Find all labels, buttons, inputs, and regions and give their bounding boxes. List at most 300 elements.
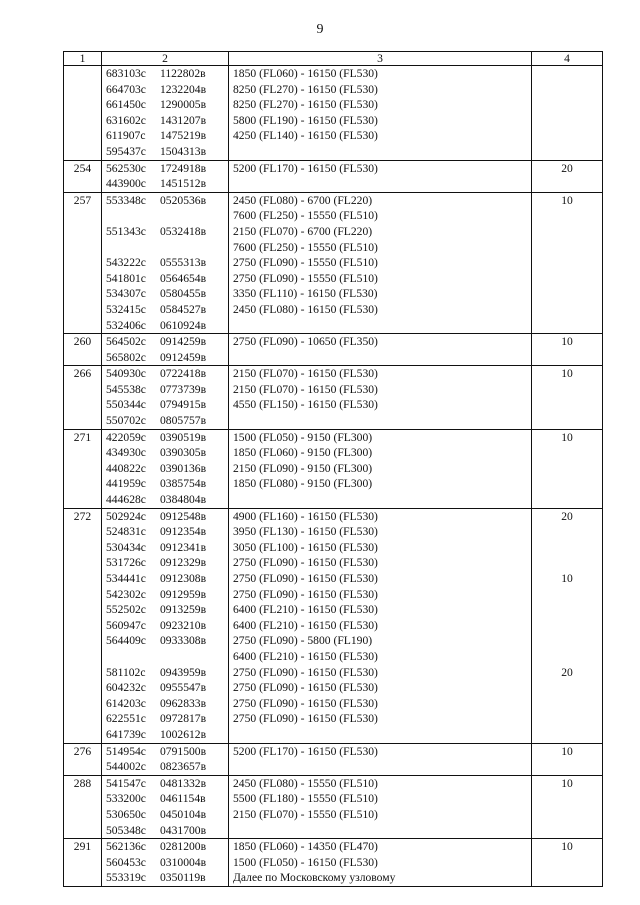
- longitude: 1232204в: [160, 82, 207, 96]
- flight-level-range: 2150 (FL070) - 15550 (FL510): [233, 807, 378, 821]
- route-number-cell: [64, 429, 102, 508]
- latitude: 434930с: [106, 446, 146, 460]
- waypoint-coordinates: [102, 161, 228, 177]
- column-4-value: [532, 711, 602, 727]
- column-4-value: [532, 208, 602, 224]
- flight-level-range: 2750 (FL090) - 16150 (FL530): [233, 712, 378, 726]
- flight-level-range: 5200 (FL170) - 16150 (FL530): [233, 744, 378, 758]
- flight-level-range: 5500 (FL180) - 15550 (FL510): [233, 792, 378, 806]
- value-cell: [532, 743, 603, 775]
- route-number-cell: [64, 334, 102, 366]
- column-4-value: [532, 413, 602, 429]
- waypoint-coordinates: [102, 680, 228, 696]
- value-cell: [532, 366, 603, 429]
- levels-cell: [229, 429, 532, 508]
- flight-level-range: 2750 (FL090) - 10650 (FL350): [233, 335, 378, 349]
- waypoint-coordinates: [102, 144, 228, 160]
- waypoint-coordinates: [102, 571, 228, 587]
- flight-level-range: 6400 (FL210) - 16150 (FL530): [233, 603, 378, 617]
- flight-level-range: 6400 (FL210) - 16150 (FL530): [233, 618, 378, 632]
- route-number-cell: [64, 366, 102, 429]
- longitude: 0281200в: [160, 840, 207, 854]
- waypoint-coordinates: [102, 602, 228, 618]
- flight-level-range: 2150 (FL090) - 9150 (FL300): [233, 461, 373, 475]
- waypoint-coordinates: [102, 224, 228, 240]
- longitude: 1122802в: [160, 67, 206, 80]
- waypoints-cell: [102, 775, 229, 838]
- latitude: 564409с: [106, 634, 146, 648]
- table-row: [64, 160, 603, 192]
- waypoint-coordinates: [102, 430, 228, 446]
- longitude: 0912548в: [160, 509, 207, 523]
- waypoint-coordinates: [102, 696, 228, 712]
- waypoint-coordinates: [102, 855, 228, 871]
- flight-level-range: 5200 (FL170) - 16150 (FL530): [233, 161, 378, 175]
- column-4-value: [532, 680, 602, 696]
- flight-level-range: [229, 350, 531, 366]
- flight-level-range: 1500 (FL050) - 16150 (FL530): [233, 855, 378, 869]
- flight-level-range: 1850 (FL080) - 9150 (FL300): [233, 477, 373, 491]
- column-4-value: [532, 727, 602, 743]
- waypoint-coordinates: [102, 382, 228, 398]
- table-row: [64, 66, 603, 161]
- levels-cell: [229, 508, 532, 743]
- flight-level-range: 1850 (FL060) - 14350 (FL470): [233, 840, 378, 854]
- flight-level-range: [229, 759, 531, 775]
- waypoint-coordinates: [102, 823, 228, 839]
- flight-level-range: 2750 (FL090) - 16150 (FL530): [233, 572, 378, 585]
- column-4-value: [532, 255, 602, 271]
- flight-level-range: 2150 (FL070) - 16150 (FL530): [233, 382, 378, 396]
- latitude: 550702с: [106, 414, 146, 428]
- latitude: 545538с: [106, 382, 146, 396]
- levels-cell: [229, 160, 532, 192]
- longitude: 0532418в: [160, 224, 207, 238]
- latitude: 534307с: [106, 287, 146, 301]
- column-4-value: [532, 791, 602, 807]
- column-4-value: [532, 461, 602, 477]
- longitude: 0310004в: [160, 855, 207, 869]
- latitude: 530650с: [106, 807, 146, 821]
- column-4-value: [532, 807, 602, 823]
- levels-cell: [229, 334, 532, 366]
- longitude: 0912329в: [160, 556, 207, 570]
- column-4-value: 10: [561, 572, 573, 585]
- waypoint-coordinates: [102, 540, 228, 556]
- waypoint-coordinates: [102, 176, 228, 192]
- waypoint-coordinates: [102, 255, 228, 271]
- waypoints-cell: [102, 429, 229, 508]
- waypoint-coordinates: [102, 711, 228, 727]
- header-row: [64, 52, 603, 66]
- column-4-value: [532, 633, 602, 649]
- column-4-value: [532, 602, 602, 618]
- latitude: 542302с: [106, 587, 146, 601]
- longitude: 0913259в: [160, 603, 207, 617]
- value-cell: [532, 775, 603, 838]
- column-4-value: [532, 240, 602, 256]
- flight-level-range: 4550 (FL150) - 16150 (FL530): [233, 398, 378, 412]
- waypoint-coordinates: [102, 208, 228, 224]
- longitude: 0794915в: [160, 398, 207, 412]
- route-number-cell: [64, 743, 102, 775]
- routes-table: [63, 51, 603, 887]
- table-header: [64, 52, 603, 66]
- waypoint-coordinates: [102, 618, 228, 634]
- table-row: [64, 839, 603, 887]
- longitude: 1475219в: [160, 129, 207, 143]
- waypoint-coordinates: [102, 397, 228, 413]
- page-number: 9: [316, 22, 324, 37]
- longitude: 0912308в: [160, 572, 207, 585]
- column-4-value: 10: [561, 744, 573, 758]
- route-number: 291: [73, 840, 92, 854]
- latitude: 683103с: [106, 67, 146, 80]
- latitude: 565802с: [106, 350, 146, 364]
- route-number: 288: [73, 776, 92, 790]
- column-4-value: [532, 382, 602, 398]
- route-number-cell: [64, 192, 102, 333]
- longitude: 0933308в: [160, 634, 207, 648]
- waypoint-coordinates: [102, 791, 228, 807]
- latitude: 443900с: [106, 177, 146, 191]
- latitude: 502924с: [106, 509, 146, 523]
- levels-cell: [229, 66, 532, 161]
- waypoint-coordinates: [102, 286, 228, 302]
- longitude: 0390136в: [160, 461, 207, 475]
- longitude: 0773739в: [160, 382, 207, 396]
- flight-level-range: 4250 (FL140) - 16150 (FL530): [233, 129, 378, 143]
- waypoint-coordinates: [102, 413, 228, 429]
- waypoints-cell: [102, 160, 229, 192]
- route-number-cell: [64, 508, 102, 743]
- longitude: 0610924в: [160, 318, 207, 332]
- column-4-value: [532, 855, 602, 871]
- route-number: [64, 66, 101, 82]
- latitude: 595437с: [106, 144, 146, 158]
- longitude: 0520536в: [160, 193, 207, 207]
- longitude: 0390305в: [160, 446, 207, 460]
- waypoint-coordinates: [102, 271, 228, 287]
- latitude: 604232с: [106, 681, 146, 695]
- longitude: 1431207в: [160, 113, 207, 127]
- column-4-value: [532, 66, 602, 82]
- latitude: 540930с: [106, 367, 146, 381]
- column-4-value: [532, 823, 602, 839]
- value-cell: [532, 508, 603, 743]
- column-4-value: 10: [561, 367, 573, 381]
- waypoint-coordinates: [102, 759, 228, 775]
- route-number-cell: [64, 160, 102, 192]
- flight-level-range: Далее по Московскому узловому: [233, 871, 396, 885]
- waypoint-coordinates: [102, 445, 228, 461]
- waypoint-coordinates: [102, 524, 228, 540]
- flight-level-range: 3950 (FL130) - 16150 (FL530): [233, 525, 378, 539]
- column-4-value: [532, 476, 602, 492]
- latitude: 661450с: [106, 98, 146, 112]
- longitude: 0431700в: [160, 823, 207, 837]
- latitude: 422059с: [106, 430, 146, 444]
- column-4-value: [532, 492, 602, 508]
- column-4-value: [532, 445, 602, 461]
- route-number: 272: [73, 509, 92, 523]
- waypoint-coordinates: [102, 113, 228, 129]
- value-cell: [532, 334, 603, 366]
- flight-level-range: 2750 (FL090) - 5800 (FL190): [233, 634, 373, 648]
- flight-level-range: 2750 (FL090) - 15550 (FL510): [233, 256, 378, 270]
- column-4-value: [532, 97, 602, 113]
- latitude: 444628с: [106, 493, 146, 507]
- waypoint-coordinates: [102, 555, 228, 571]
- flight-level-range: 2750 (FL090) - 16150 (FL530): [233, 556, 378, 570]
- latitude: 514954с: [106, 744, 146, 758]
- longitude: 0823657в: [160, 760, 207, 774]
- latitude: 551343с: [106, 224, 146, 238]
- flight-level-range: 4900 (FL160) - 16150 (FL530): [233, 509, 378, 523]
- column-4-value: 10: [561, 430, 573, 444]
- longitude: 0912341в: [160, 540, 207, 554]
- column-4-value: 20: [561, 665, 573, 679]
- flight-level-range: [229, 492, 531, 508]
- latitude: 524831с: [106, 525, 146, 539]
- column-4-value: [532, 540, 602, 556]
- latitude: 550344с: [106, 398, 146, 412]
- header-col-2: 2: [102, 52, 229, 66]
- column-4-value: [532, 618, 602, 634]
- longitude: 0390519в: [160, 430, 207, 444]
- route-number-cell: [64, 66, 102, 161]
- latitude: 532415с: [106, 302, 146, 316]
- flight-level-range: 2750 (FL090) - 16150 (FL530): [233, 681, 378, 695]
- waypoints-cell: [102, 743, 229, 775]
- column-4-value: 20: [561, 509, 573, 523]
- route-number: 266: [73, 367, 92, 381]
- column-4-value: [532, 759, 602, 775]
- latitude: 541801с: [106, 271, 146, 285]
- value-cell: [532, 429, 603, 508]
- flight-level-range: [229, 413, 531, 429]
- flight-level-range: 2450 (FL080) - 6700 (FL220): [233, 193, 373, 207]
- levels-cell: [229, 839, 532, 887]
- waypoint-coordinates: [102, 461, 228, 477]
- latitude: 581102с: [106, 665, 146, 679]
- header-col-4: 4: [532, 52, 603, 66]
- longitude: 0564654в: [160, 271, 207, 285]
- latitude: 543222с: [106, 256, 146, 270]
- longitude: 0350119в: [160, 871, 206, 885]
- waypoint-coordinates: [102, 302, 228, 318]
- route-number-cell: [64, 839, 102, 887]
- column-4-value: [532, 397, 602, 413]
- waypoint-coordinates: [102, 587, 228, 603]
- column-4-value: 10: [561, 840, 573, 854]
- longitude: 0584527в: [160, 302, 207, 316]
- header-col-3: 3: [229, 52, 532, 66]
- waypoint-coordinates: [102, 334, 228, 350]
- value-cell: [532, 66, 603, 161]
- column-4-value: 20: [561, 161, 573, 175]
- waypoints-cell: [102, 366, 229, 429]
- column-4-value: [532, 113, 602, 129]
- waypoint-coordinates: [102, 776, 228, 792]
- longitude: 0791500в: [160, 744, 207, 758]
- waypoint-coordinates: [102, 807, 228, 823]
- latitude: 553348с: [106, 193, 146, 207]
- flight-level-range: 3350 (FL110) - 16150 (FL530): [233, 287, 378, 301]
- levels-cell: [229, 743, 532, 775]
- column-4-value: [532, 286, 602, 302]
- table-row: [64, 508, 603, 743]
- longitude: 0962833в: [160, 696, 207, 710]
- flight-level-range: 2450 (FL080) - 15550 (FL510): [233, 776, 378, 790]
- table-row: [64, 429, 603, 508]
- header-col-1: 1: [64, 52, 102, 66]
- flight-level-range: 3050 (FL100) - 16150 (FL530): [233, 540, 378, 554]
- latitude: 614203с: [106, 696, 146, 710]
- table-body: [64, 66, 603, 887]
- latitude: 541547с: [106, 776, 146, 790]
- latitude: 560947с: [106, 618, 146, 632]
- latitude: 505348с: [106, 823, 146, 837]
- longitude: 0461154в: [160, 792, 206, 806]
- longitude: 0972817в: [160, 712, 207, 726]
- column-4-value: [532, 587, 602, 603]
- column-4-value: [532, 224, 602, 240]
- longitude: 0912959в: [160, 587, 207, 601]
- column-4-value: [532, 128, 602, 144]
- latitude: 531726с: [106, 556, 146, 570]
- longitude: 0912354в: [160, 525, 207, 539]
- table-row: [64, 366, 603, 429]
- longitude: 1451512в: [160, 177, 207, 191]
- flight-level-range: 8250 (FL270) - 16150 (FL530): [233, 98, 378, 112]
- waypoint-coordinates: [102, 633, 228, 649]
- latitude: 564502с: [106, 335, 146, 349]
- column-4-value: 10: [561, 776, 573, 790]
- longitude: 0805757в: [160, 414, 207, 428]
- longitude: 0943959в: [160, 665, 207, 679]
- waypoint-coordinates: [102, 350, 228, 366]
- waypoint-coordinates: [102, 476, 228, 492]
- waypoint-coordinates: [102, 509, 228, 525]
- latitude: 631602с: [106, 113, 146, 127]
- flight-level-range: 7600 (FL250) - 15550 (FL510): [233, 240, 378, 254]
- flight-level-range: 2150 (FL070) - 6700 (FL220): [233, 224, 373, 238]
- latitude: 533200с: [106, 792, 146, 806]
- waypoints-cell: [102, 508, 229, 743]
- longitude: 0385754в: [160, 477, 207, 491]
- flight-level-range: 1500 (FL050) - 9150 (FL300): [233, 430, 373, 444]
- column-4-value: [532, 144, 602, 160]
- latitude: 562136с: [106, 840, 146, 854]
- longitude: 0580455в: [160, 287, 207, 301]
- column-4-value: [532, 649, 602, 665]
- column-4-value: [532, 350, 602, 366]
- latitude: 622551с: [106, 712, 146, 726]
- table-row: [64, 775, 603, 838]
- waypoint-coordinates: [102, 744, 228, 760]
- longitude: 0481332в: [160, 776, 207, 790]
- waypoint-coordinates: [102, 366, 228, 382]
- latitude: 553319с: [106, 871, 146, 885]
- latitude: 440822с: [106, 461, 146, 475]
- waypoint-coordinates: [102, 82, 228, 98]
- column-4-value: [532, 870, 602, 886]
- waypoint-coordinates: [102, 97, 228, 113]
- latitude: 544002с: [106, 760, 146, 774]
- latitude: 611907с: [106, 129, 146, 143]
- waypoint-coordinates: [102, 665, 228, 681]
- flight-level-range: [229, 823, 531, 839]
- longitude: 1504313в: [160, 144, 207, 158]
- flight-level-range: 2750 (FL090) - 16150 (FL530): [233, 665, 378, 679]
- route-number: 276: [73, 744, 92, 758]
- column-4-value: [532, 271, 602, 287]
- longitude: 0450104в: [160, 807, 207, 821]
- waypoint-coordinates: [102, 128, 228, 144]
- flight-level-range: 7600 (FL250) - 15550 (FL510): [233, 209, 378, 223]
- longitude: 0384804в: [160, 493, 207, 507]
- flight-level-range: [229, 318, 531, 334]
- flight-level-range: [229, 144, 531, 160]
- table-row: [64, 743, 603, 775]
- waypoints-cell: [102, 839, 229, 887]
- latitude: 441959с: [106, 477, 146, 491]
- latitude: 562530с: [106, 161, 146, 175]
- waypoint-coordinates: [102, 193, 228, 209]
- column-4-value: [532, 524, 602, 540]
- value-cell: [532, 160, 603, 192]
- longitude: 1290005в: [160, 98, 207, 112]
- longitude: 1724918в: [160, 161, 207, 175]
- latitude: 560453с: [106, 855, 146, 869]
- flight-level-range: 2750 (FL090) - 16150 (FL530): [233, 587, 378, 601]
- waypoint-coordinates: [102, 240, 228, 256]
- flight-level-range: 2450 (FL080) - 16150 (FL530): [233, 302, 378, 316]
- flight-level-range: 6400 (FL210) - 16150 (FL530): [233, 649, 378, 663]
- route-number: 257: [73, 193, 92, 207]
- column-4-value: [532, 555, 602, 571]
- flight-level-range: [229, 727, 531, 743]
- latitude: 664703с: [106, 82, 146, 96]
- latitude: 530434с: [106, 540, 146, 554]
- waypoints-cell: [102, 192, 229, 333]
- flight-level-range: 8250 (FL270) - 16150 (FL530): [233, 82, 378, 96]
- longitude: 0555313в: [160, 256, 207, 270]
- table-row: [64, 334, 603, 366]
- flight-level-range: [229, 176, 531, 192]
- column-4-value: [532, 696, 602, 712]
- route-number: 254: [73, 161, 92, 175]
- latitude: 534441с: [106, 572, 146, 585]
- value-cell: [532, 839, 603, 887]
- latitude: 532406с: [106, 318, 146, 332]
- column-4-value: 10: [561, 335, 573, 349]
- flight-level-range: 1850 (FL060) - 16150 (FL530): [233, 67, 378, 80]
- waypoint-coordinates: [102, 649, 228, 665]
- column-4-value: 10: [561, 193, 573, 207]
- flight-level-range: 2750 (FL090) - 15550 (FL510): [233, 271, 378, 285]
- longitude: 0722418в: [160, 367, 207, 381]
- waypoints-cell: [102, 334, 229, 366]
- waypoint-coordinates: [102, 66, 228, 82]
- flight-level-range: 2750 (FL090) - 16150 (FL530): [233, 696, 378, 710]
- levels-cell: [229, 192, 532, 333]
- column-4-value: [532, 318, 602, 334]
- longitude: 0955547в: [160, 681, 207, 695]
- latitude: 552502с: [106, 603, 146, 617]
- latitude: 641739с: [106, 727, 146, 741]
